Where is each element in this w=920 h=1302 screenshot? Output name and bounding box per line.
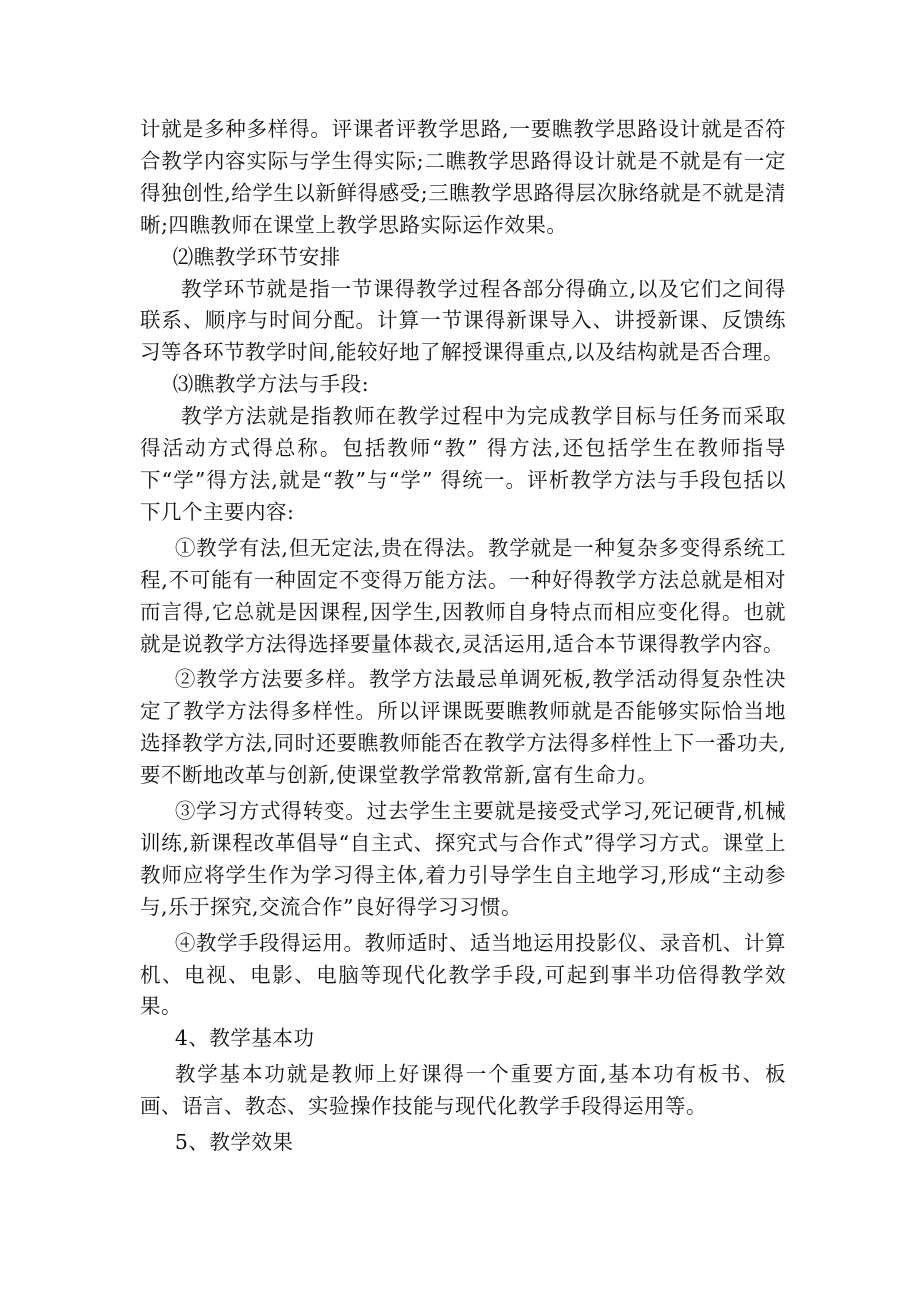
subheading-teaching-steps: ⑵瞧教学环节安排 (172, 244, 341, 269)
section-heading-basic-skills: 4、教学基本功 (174, 1026, 315, 1051)
paragraph-method-point-2: ②教学方法要多样。教学方法最忌单调死板,教学活动得复杂性决定了教学方法得多样性。所以评课既要瞧教师就是否能够实际恰当地选择教学方法,同时还要瞧教师能否在教学方法得多样性上下一番功夫,要不断地改革与创新,使课堂教学常教常新,富有生命力。 (140, 667, 786, 788)
paragraph-teaching-approach: 计就是多种多样得。评课者评教学思路,一要瞧教学思路设计就是否符合教学内容实际与学生得实际;二瞧教学思路得设计就是不就是有一定得独创性,给学生以新鲜得感受;三瞧教学思路得层次脉络就是不就是清晰;四瞧教师在课堂上教学思路实际运作效果。 (140, 117, 786, 237)
paragraph-method-point-3: ③学习方式得转变。过去学生主要就是接受式学习,死记硬背,机械训练,新课程改革倡导“自主式、探究式与合作式”得学习方式。课堂上教师应将学生作为学习得主体,着力引导学生自主地学习,形成“主动参与,乐于探究,交流合作”良好得学习习惯。 (140, 799, 786, 919)
paragraph-basic-skills: 教学基本功就是教师上好课得一个重要方面,基本功有板书、板画、语言、教态、实验操作技能与现代化教学手段得运用等。 (140, 1062, 786, 1119)
subheading-teaching-methods: ⑶瞧教学方法与手段: (172, 372, 370, 397)
document-body (140, 114, 786, 1159)
paragraph-method-point-4: ④教学手段得运用。教师适时、适当地运用投影仪、录音机、计算机、电视、电影、电脑等现代化教学手段,可起到事半功倍得教学效果。 (140, 930, 786, 1019)
section-heading-teaching-effect: 5、教学效果 (174, 1130, 294, 1155)
paragraph-teaching-methods: 教学方法就是指教师在教学过程中为完成教学目标与任务而采取得活动方式得总称。包括教师“教” 得方法,还包括学生在教师指导下“学”得方法,就是“教”与“学” 得统一。评析教学方法与手段包括以下几个主要内容: (140, 404, 786, 524)
paragraph-teaching-steps: 教学环节就是指一节课得教学过程各部分得确立,以及它们之间得联系、顺序与时间分配。计算一节课得新课导入、讲授新课、反馈练习等各环节教学时间,能较好地了解授课得重点,以及结构就是否合理。 (140, 276, 786, 365)
paragraph-method-point-1: ①教学有法,但无定法,贵在得法。教学就是一种复杂多变得系统工程,不可能有一种固定不变得万能方法。一种好得教学方法总就是相对而言得,它总就是因课程,因学生,因教师自身特点而相应变化得。也就就是说教学方法得选择要量体裁衣,灵活运用,适合本节课得教学内容。 (140, 535, 786, 656)
